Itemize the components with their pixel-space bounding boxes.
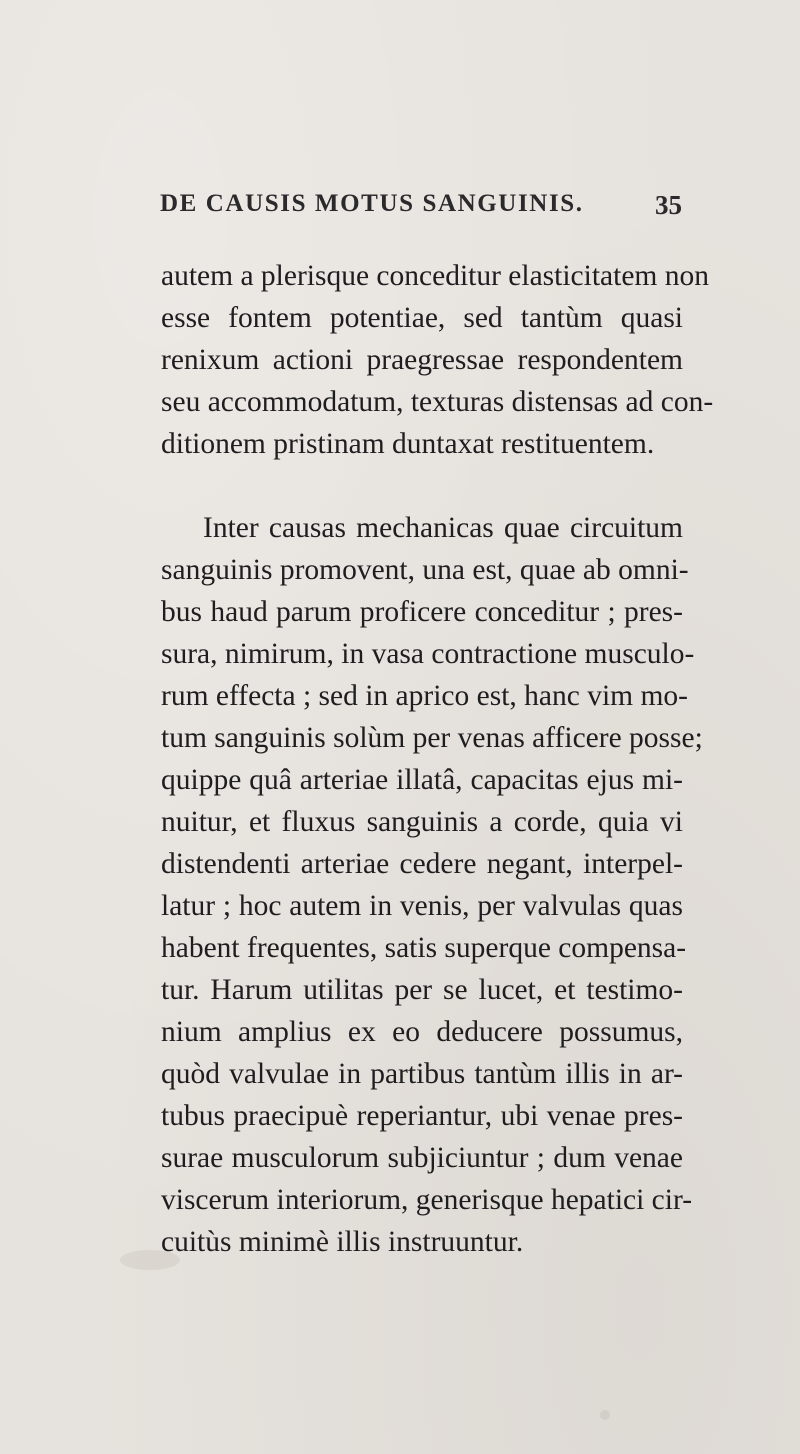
text-line: tubus praecipuè reperiantur, ubi venae pres-	[161, 1100, 683, 1132]
text-line: quippe quâ arteriae illatâ, capacitas ejus mi-	[161, 764, 683, 796]
page-number: 35	[655, 190, 682, 220]
running-title: DE CAUSIS MOTUS SANGUINIS.	[160, 190, 584, 217]
text-line: bus haud parum proficere conceditur ; pres-	[161, 596, 683, 628]
text-line: nuitur, et fluxus sanguinis a corde, quia vi	[161, 806, 683, 838]
text-line: rum effecta ; sed in aprico est, hanc vim mo-	[161, 680, 688, 712]
text-line: nium amplius ex eo deducere possumus,	[161, 1016, 683, 1048]
paper-stain	[600, 1410, 610, 1420]
text-line: tur. Harum utilitas per se lucet, et testimo-	[161, 974, 683, 1006]
text-line: ditionem pristinam duntaxat restituentem.	[161, 428, 655, 460]
text-line: habent frequentes, satis superque compensa-	[161, 932, 687, 964]
paragraph-1	[161, 255, 714, 465]
text-line: distendenti arteriae cedere negant, interpel-	[161, 848, 683, 880]
text-line: sanguinis promovent, una est, quae ab omni-	[161, 554, 689, 586]
text-line: esse fontem potentiae, sed tantùm quasi	[161, 302, 683, 334]
text-line: quòd valvulae in partibus tantùm illis in ar-	[161, 1058, 683, 1090]
running-head	[160, 190, 682, 230]
text-line: viscerum interiorum, generisque hepatici cir-	[161, 1184, 693, 1216]
text-line: surae musculorum subjiciuntur ; dum venae	[161, 1142, 683, 1174]
text-line: autem a plerisque conceditur elasticitatem non	[161, 260, 709, 292]
text-line: renixum actioni praegressae respondentem	[161, 344, 683, 376]
text-line: sura, nimirum, in vasa contractione musculo-	[161, 638, 695, 670]
paragraph-2	[161, 507, 703, 1263]
text-line: tum sanguinis solùm per venas afficere posse;	[161, 722, 703, 754]
text-line: latur ; hoc autem in venis, per valvulas quas	[161, 890, 683, 922]
text-line: Inter causas mechanicas quae circuitum	[203, 512, 683, 544]
text-line: seu accommodatum, texturas distensas ad con-	[161, 386, 714, 418]
text-line: cuitùs minimè illis instruuntur.	[161, 1226, 524, 1258]
